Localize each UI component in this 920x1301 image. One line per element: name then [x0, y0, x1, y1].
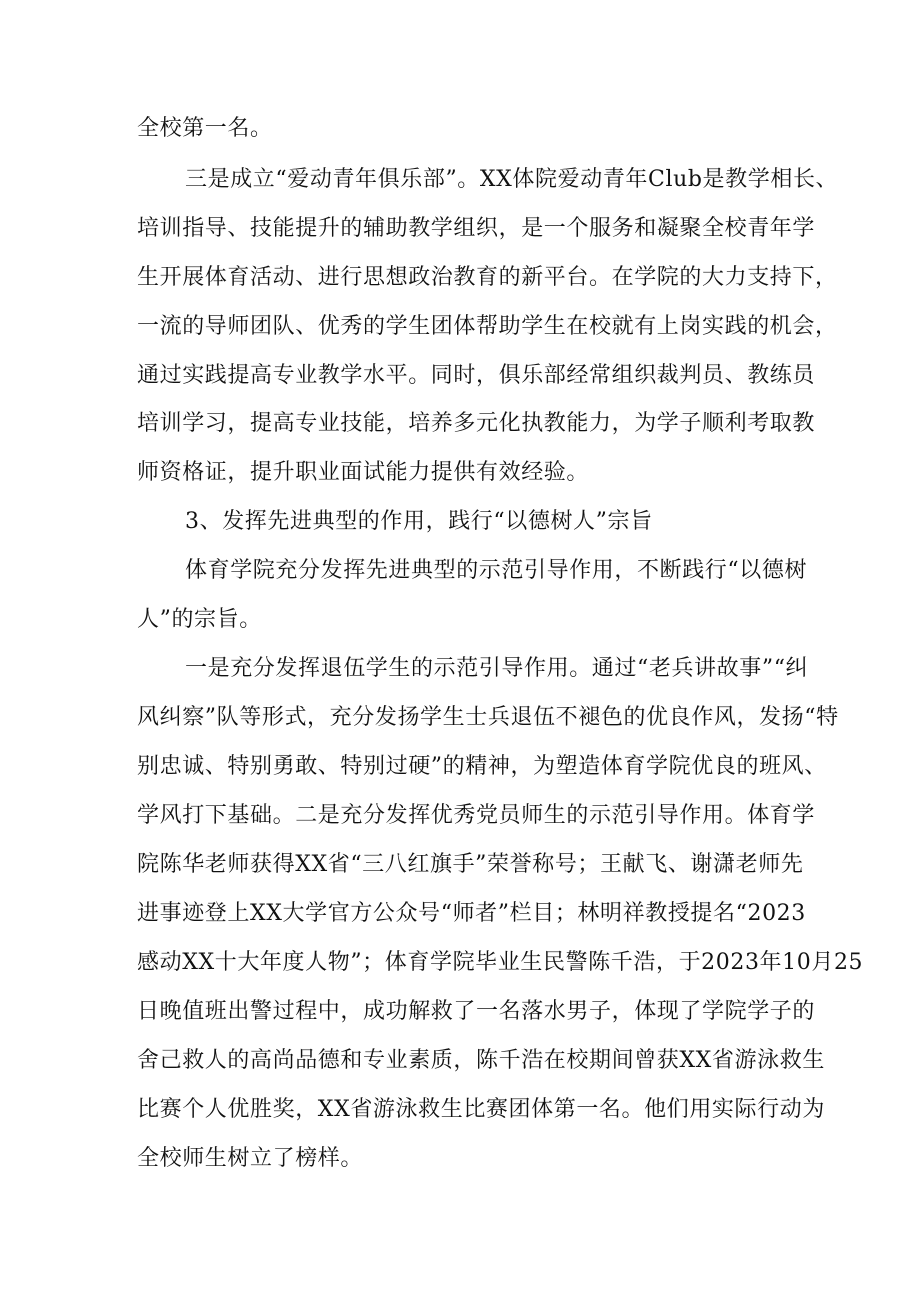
section-heading: 3、发挥先进典型的作用，践行“以德树人”宗旨 [185, 509, 653, 534]
text-line: 别忠诚、特别勇敢、特别过硬”的精神，为塑造体育学院优良的班风、 [137, 754, 827, 779]
text-line: 全校第一名。 [137, 116, 273, 141]
paragraph-first-line: 一是充分发挥退伍学生的示范引导作用。通过“老兵讲故事”“纠 [185, 656, 809, 681]
text-line: 一流的导师团队、优秀的学生团体帮助学生在校就有上岗实践的机会， [137, 314, 838, 339]
text-line: 舍己救人的高尚品德和专业素质，陈千浩在校期间曾获XX省游泳救生 [137, 1048, 825, 1073]
text-line: 培训指导、技能提升的辅助教学组织，是一个服务和凝聚全校青年学 [137, 216, 816, 241]
text-line: 生开展体育活动、进行思想政治教育的新平台。在学院的大力支持下， [137, 265, 838, 290]
text-line: 培训学习，提高专业技能，培养多元化执教能力，为学子顺利考取教 [137, 411, 816, 436]
text-line: 风纠察”队等形式，充分发扬学生士兵退伍不褪色的优良作风，发扬“特 [137, 705, 839, 730]
paragraph-first-line: 体育学院充分发挥先进典型的示范引导作用，不断践行“以德树 [185, 558, 808, 583]
text-line: 比赛个人优胜奖，XX省游泳救生比赛团体第一名。他们用实际行动为 [137, 1097, 825, 1122]
text-line: 人”的宗旨。 [137, 607, 262, 632]
text-line: 进事迹登上XX大学官方公众号“师者”栏目；林明祥教授提名“2023 [137, 901, 806, 926]
text-line: 全校师生树立了榜样。 [137, 1146, 364, 1171]
text-line: 师资格证，提升职业面试能力提供有效经验。 [137, 460, 590, 485]
text-line: 学风打下基础。二是充分发挥优秀党员师生的示范引导作用。体育学 [137, 803, 816, 828]
text-line: 感动XX十大年度人物”；体育学院毕业生民警陈千浩，于2023年10月25 [137, 950, 864, 975]
text-line: 日晚值班出警过程中，成功解救了一名落水男子，体现了学院学子的 [137, 999, 816, 1024]
text-line: 院陈华老师获得XX省“三八红旗手”荣誉称号；王献飞、谢潇老师先 [137, 852, 804, 877]
text-line: 通过实践提高专业教学水平。同时，俱乐部经常组织裁判员、教练员 [137, 363, 816, 388]
paragraph-first-line: 三是成立“爱动青年俱乐部”。XX体院爱动青年Club是教学相长、 [185, 167, 839, 192]
